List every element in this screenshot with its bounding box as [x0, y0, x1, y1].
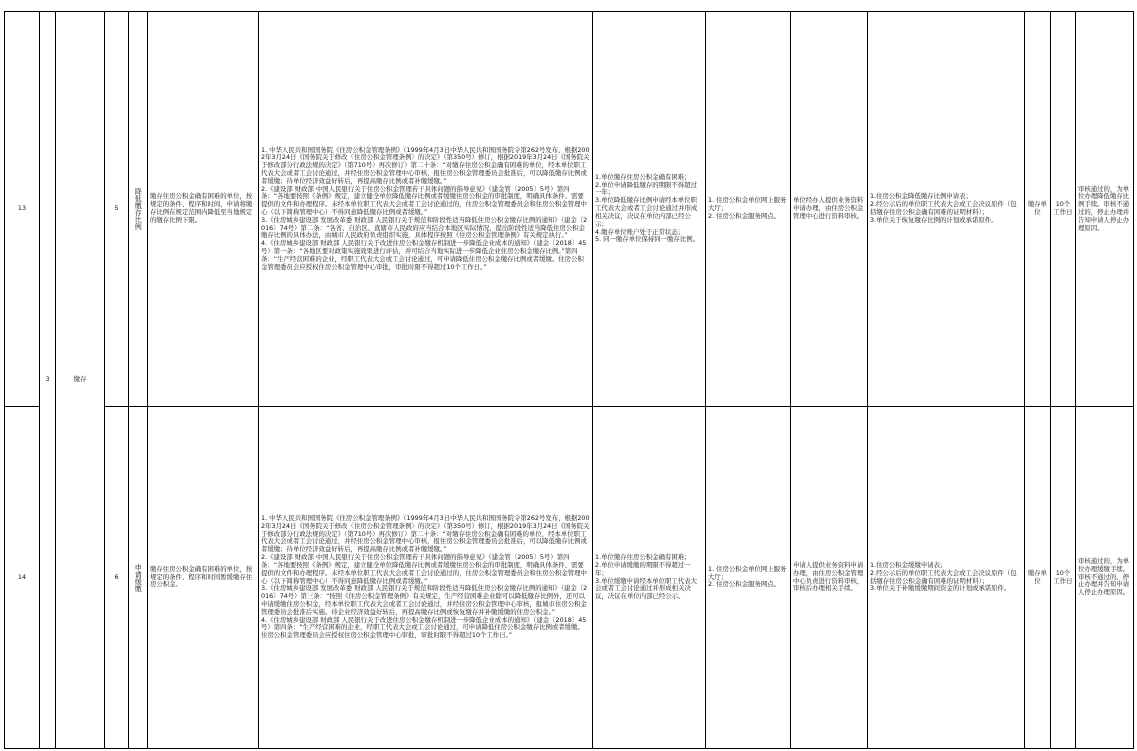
condition: 缴存住房公积金确有困难的单位，按规定的条件、程序和时间，申请将缴存比例在规定范围内降低至当地规定的缴存比例下限。: [148, 12, 259, 407]
legal-basis: [259, 407, 593, 749]
legal-basis-clause: 2.《建设部 财政部 中国人民银行关于住房公积金管理若干具体问题的指导意见》（建金管〔2005〕5号）第四条：“各地要按照《条例》规定，建立健全单位降低缴存比例或者缓缴住房公积金的审批制度，明确具体条件、需要提供的文件和办理程序。未经本单位职工代表大会或者工会讨论通过的，住房公积金管理委员会和住房公积金管理中心（以下简称管理中心）不得同意降低缴存比例或者缓缴。”: [261, 553, 587, 585]
row-seq: 14: [5, 407, 40, 749]
note: 审核通过的，为单位办理缓缴手续。审核不通过的，停止办理并告知申请人停止办理原因。: [1076, 407, 1134, 749]
legal-basis-clause: 1. 中华人民共和国国务院《住房公积金管理条例》（1999年4月3日中华人民共和国国务院令第262号发布，根据2002年3月24日《国务院关于修改〈住房公积金管理条例〉的决定》（第350号）修订，根据2019年3月24日《国务院关于修改部分行政法规的决定》（第710号）再次修订）第二十条：“对缴存住房公积金确有困难的单位，经本单位职工代表大会或者工会讨论通过，并经住房公积金管理中心审核，报住房公积金管理委员会批准后，可以降低缴存比例或者缓缴；待单位经济效益好转后，再提高缴存比例或者补缴缓缴。”: [261, 514, 590, 554]
item-name: 降低缴存比例: [134, 188, 143, 230]
legal-basis-clause: 3.《住房城乡建设部 发展改革委 财政部 人民银行关于规范和阶段性适当降低住房公积金缴存比例的通知》（建金〔2016〕74号）第二条：“各省、自治区、直辖市人民政府应当结合本地区实际情况，提出阶段性适当降低住房公积金缴存比例的具体办法，由城市人民政府负责组织实施，具体程序按照《住房公积金管理条例》有关规定执行。”: [261, 215, 588, 240]
item-name: 申请缓缴: [134, 563, 143, 592]
condition: 缴存住房公积金确有困难的单位，按规定的条件、程序和时间暂缓缴存住房公积金。: [148, 407, 259, 749]
row-seq: 13: [5, 12, 40, 407]
note: 审核通过的，为单位办理降低缴存比例手续。审核不通过的，停止办理并告知申请人停止办理原因。: [1076, 12, 1134, 407]
table-row: [5, 12, 1134, 407]
application-conditions: 1.单位缴存住房公积金确有困难； 2.单位申请缓缴的期限不得超过一年； 3.单位缓缴申请经本单位职工代表大会或者工会讨论通过并形成相关决议，决议在单位内部已经公示。: [593, 407, 706, 749]
service-items-table: [4, 11, 1134, 749]
legal-basis-clause: 4.《住房城乡建设部 财政部 人民银行关于改进住房公积金缴存机制进一步降低企业成本的通知》（建金〔2018〕45号）第一条：“各地区要对政策实施效果进行评估，并可结合当地实际进一步降低企业住房公积金缴存比例。”第四条：“生产经营困难的企业，经职工代表大会或工会讨论通过，可申请降低住房公积金缴存比例或者缓缴。住房公积金管理委员会应授权住房公积金管理中心审批，审批时限不得超过10个工作日。”: [261, 239, 587, 271]
time-limit: 10个工作日: [1051, 407, 1076, 749]
service-channel: 1. 住房公积金单位网上服务大厅； 2. 住房公积金服务网点。: [706, 12, 791, 407]
legal-basis-clause: 2.《建设部 财政部 中国人民银行关于住房公积金管理若干具体问题的指导意见》（建金管〔2005〕5号）第四条：“各地要按照《条例》规定，建立健全单位降低缴存比例或者缓缴住房公积金的审批制度，明确具体条件、需要提供的文件和办理程序。未经本单位职工代表大会或者工会讨论通过的，住房公积金管理委员会和住房公积金管理中心（以下简称管理中心）不得同意降低缴存比例或者缓缴。”: [261, 184, 587, 216]
required-documents: 1.住房公积金降低缴存比例申请表； 2.经公示后的单位职工代表大会或工会决议原件（包括缴存住房公积金确有困难的证明材料）； 3.单位关于恢复缴存比例的计划或承诺原件。: [868, 12, 1025, 407]
required-documents: 1.住房公积金缓缴申请表； 2.经公示后的单位职工代表大会或工会决议原件（包括缴存住房公积金确有困难的证明材料）； 3.单位关于补缴缓缴期间资金的计划或承诺原件。: [868, 407, 1025, 749]
legal-basis-clause: 4.《住房城乡建设部 财政部 人民银行关于改进住房公积金缴存机制进一步降低企业成本的通知》（建金〔2018〕45号）第四条：“生产经营困难的企业，经职工代表大会或工会讨论通过，可申请降低住房公积金缴存比例或者缓缴。住房公积金管理委员会应授权住房公积金管理中心审批，审批时限不得超过10个工作日。”: [261, 615, 587, 640]
table-row: [5, 407, 1134, 749]
application-conditions: 1.单位缴存住房公积金确有困难； 2.单位申请降低缴存的期限不得超过一年； 3.单位降低缴存比例申请经本单位职工代表大会或者工会讨论通过并形成相关决议，决议在单位内部已经公示； 4.缴存单位账户处于正常状态； 5. 同一缴存单位保持同一缴存比例。: [593, 12, 706, 407]
sub-seq: 5: [105, 12, 129, 407]
legal-basis-clause: 3.《住房城乡建设部 发展改革委 财政部 人民银行关于规范和阶段性适当降低住房公积金缴存比例的通知》（建金〔2016〕74号）第三条：“按照《住房公积金管理条例》有关规定，生产经营困难企业除可以降低缴存比例外，还可以申请缓缴住房公积金，经本单位职工代表大会或者工会讨论通过，并经住房公积金管理中心审核，报城市住房公积金管理委员会批准后实施。待企业经济效益好转后，再提高缴存比例或恢复缴存并补缴缓缴的住房公积金。”: [261, 584, 588, 616]
sub-seq: 6: [105, 407, 129, 749]
process: 申请人提供业务资料申请办理，由住房公积金管理中心负责进行资料审核，审核后办理相关手续。: [791, 407, 868, 749]
category-index: 3: [40, 12, 56, 749]
time-limit: 10个工作日: [1051, 12, 1076, 407]
legal-basis-clause: 1. 中华人民共和国国务院《住房公积金管理条例》（1999年4月3日中华人民共和国国务院令第262号发布，根据2002年3月24日《国务院关于修改〈住房公积金管理条例〉的决定》（第350号）修订，根据2019年3月24日《国务院关于修改部分行政法规的决定》（第710号）再次修订）第二十条：“对缴存住房公积金确有困难的单位，经本单位职工代表大会或者工会讨论通过，并经住房公积金管理中心审核，报住房公积金管理委员会批准后，可以降低缴存比例或者缓缴；待单位经济效益好转后，再提高缴存比例或者补缴缓缴。”: [261, 145, 590, 185]
subject: 缴存单位: [1025, 12, 1051, 407]
process: 单位经办人提供业务资料申请办理，由住房公积金管理中心进行资料审核。: [791, 12, 868, 407]
service-channel: 1. 住房公积金单位网上服务大厅； 2. 住房公积金服务网点。: [706, 407, 791, 749]
subject: 缴存单位: [1025, 407, 1051, 749]
legal-basis: [259, 12, 593, 407]
item-name-cell: [129, 407, 148, 749]
category-name: 缴存: [56, 12, 105, 749]
item-name-cell: [129, 12, 148, 407]
